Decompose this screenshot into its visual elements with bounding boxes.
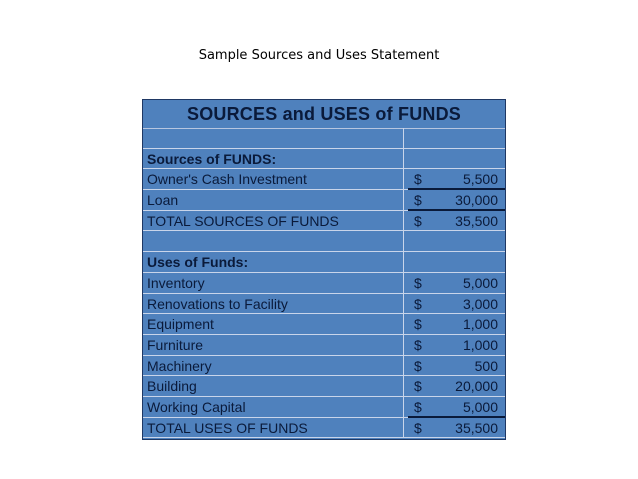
currency-symbol: $ <box>414 419 422 436</box>
column-divider <box>403 397 404 417</box>
table-row <box>143 169 505 190</box>
column-divider <box>403 418 404 438</box>
row-label: Loan <box>147 192 179 209</box>
column-divider <box>403 376 404 396</box>
amount-value: 5,000 <box>462 398 498 415</box>
row-label: Inventory <box>147 274 205 291</box>
page-title: Sample Sources and Uses Statement <box>198 48 440 63</box>
amount-value: 5,500 <box>462 171 498 188</box>
currency-symbol: $ <box>414 398 422 415</box>
column-divider <box>403 294 404 314</box>
column-divider <box>403 169 404 189</box>
table-row <box>143 376 505 397</box>
amount-value: 3,000 <box>462 295 498 312</box>
row-label: TOTAL SOURCES OF FUNDS <box>147 212 339 229</box>
table-row <box>143 252 505 273</box>
column-divider <box>403 273 404 293</box>
section-heading: Uses of Funds: <box>147 254 249 271</box>
column-divider <box>403 356 404 376</box>
row-label: Owner's Cash Investment <box>147 171 307 188</box>
table-body <box>143 128 505 438</box>
table-row <box>143 149 505 170</box>
currency-symbol: $ <box>414 171 422 188</box>
table-row <box>143 314 505 335</box>
currency-symbol: $ <box>414 357 422 374</box>
amount-value: 1,000 <box>462 316 498 333</box>
currency-symbol: $ <box>414 212 422 229</box>
row-label: Building <box>147 378 197 395</box>
table-row <box>143 294 505 315</box>
amount-value: 30,000 <box>455 192 498 209</box>
column-divider <box>403 128 404 148</box>
column-divider <box>403 231 404 251</box>
column-divider <box>403 190 404 210</box>
column-divider <box>403 211 404 231</box>
table-header: SOURCES and USES of FUNDS <box>143 100 505 129</box>
table-row <box>143 335 505 356</box>
sources-uses-table <box>142 99 506 440</box>
amount-value: 1,000 <box>462 336 498 353</box>
column-divider <box>403 149 404 169</box>
currency-symbol: $ <box>414 316 422 333</box>
row-label: TOTAL USES OF FUNDS <box>147 419 308 436</box>
table-row <box>143 397 505 418</box>
amount-value: 5,000 <box>462 274 498 291</box>
table-row <box>143 356 505 377</box>
column-divider <box>403 314 404 334</box>
currency-symbol: $ <box>414 336 422 353</box>
table-row <box>143 231 505 252</box>
currency-symbol: $ <box>414 192 422 209</box>
row-label: Furniture <box>147 336 204 353</box>
currency-symbol: $ <box>414 295 422 312</box>
amount-value: 35,500 <box>455 419 498 436</box>
currency-symbol: $ <box>414 274 422 291</box>
row-label: Working Capital <box>147 398 246 415</box>
column-divider <box>403 252 404 272</box>
row-label: Renovations to Facility <box>147 295 288 312</box>
table-row <box>143 418 505 439</box>
column-divider <box>403 335 404 355</box>
amount-value: 35,500 <box>455 212 498 229</box>
table-row <box>143 273 505 294</box>
amount-value: 20,000 <box>455 378 498 395</box>
table-row <box>143 190 505 211</box>
table-row <box>143 211 505 232</box>
row-label: Machinery <box>147 357 212 374</box>
section-heading: Sources of FUNDS: <box>147 150 277 167</box>
table-row <box>143 128 505 149</box>
row-label: Equipment <box>147 316 214 333</box>
amount-value: 500 <box>474 357 498 374</box>
currency-symbol: $ <box>414 378 422 395</box>
